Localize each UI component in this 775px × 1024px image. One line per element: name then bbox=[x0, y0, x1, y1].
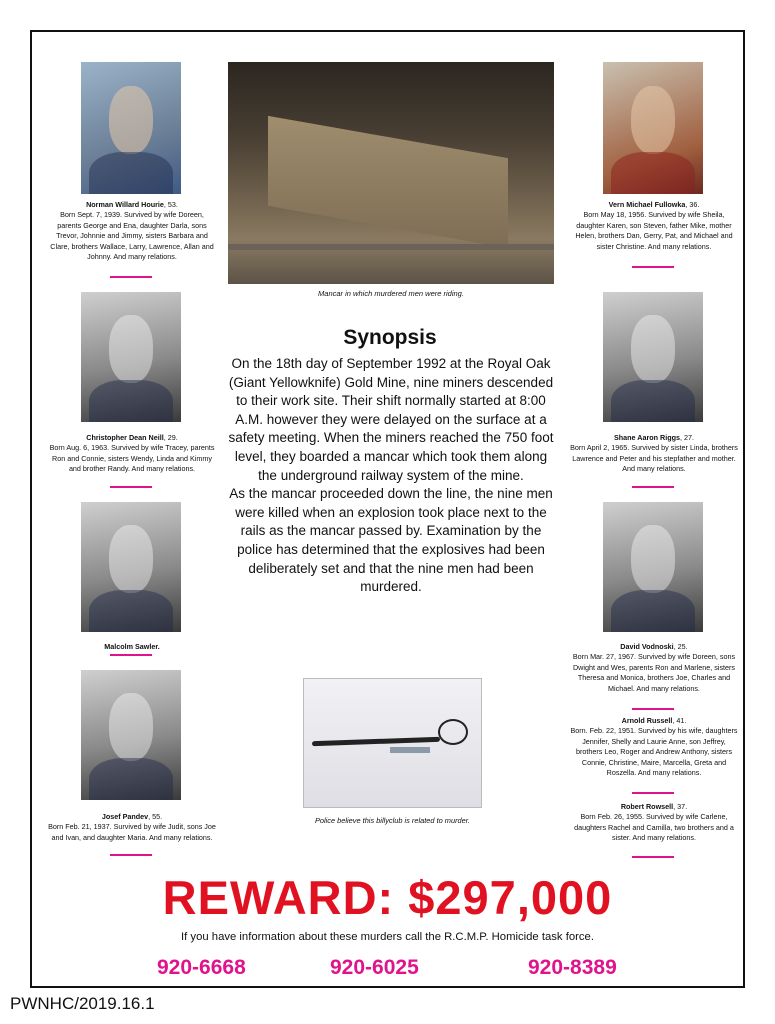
underline bbox=[110, 654, 152, 656]
phone-number-3: 920-8389 bbox=[528, 956, 617, 979]
caption-norman-hourie: Norman Willard Hourie, 53. Born Sept. 7, 1939. Survived by wife Doreen, parents George and Ena, daughter Darla, sons Trevor, Johnnie and Jimmy, sisters Barbara and Clare, brothers Wallace, Larry, Lawrence, Allan and Johnny. And many relations. bbox=[50, 200, 214, 262]
photo-christopher-neill bbox=[81, 292, 181, 422]
mancar-photo bbox=[228, 62, 554, 284]
victim-name: Christopher Dean Neill bbox=[86, 433, 164, 442]
caption-arnold-russell: Arnold Russell, 41. Born. Feb. 22, 1951. Survived by his wife, daughters Jennifer, Shelly and Laurie Anne, son Jeffrey, brothers Leo, Roger and Andrew Anthony, sisters Connie, Christine, Maire, Marcella, Greta and Roszella. And many relations. bbox=[570, 716, 738, 778]
synopsis-paragraph-1: On the 18th day of September 1992 at the Royal Oak (Giant Yellowknife) Gold Mine, nine miners descended to their work site. Their shift normally started at 8:00 A.M. however they were delayed on the surface at a safety meeting. When the miners reached the 750 foot level, they boarded a mancar which took them along the underground railway system of the mine. bbox=[228, 356, 554, 483]
photo-norman-hourie bbox=[81, 62, 181, 194]
phone-number-2: 920-6025 bbox=[330, 956, 419, 979]
accession-number: PWNHC/2019.16.1 bbox=[10, 994, 155, 1013]
synopsis-title: Synopsis bbox=[343, 326, 437, 349]
underline bbox=[632, 266, 674, 268]
victim-details: Born Sept. 7, 1939. Survived by wife Doreen, parents George and Ena, daughter Darla, sons Trevor, Johnnie and Jimmy, sisters Barbara and Clare, brothers Wallace, Larry, Lawrence, Allan and Johnny. And many relations. bbox=[50, 210, 214, 262]
victim-name: Josef Pandev bbox=[101, 812, 149, 821]
photo-shane-riggs bbox=[603, 292, 703, 422]
billyclub-photo bbox=[303, 678, 482, 808]
victim-details: Born Mar. 27, 1967. Survived by wife Doreen, sons Dwight and Wes, parents Ron and Marlene, sisters Theresa and Monica, brothers Joe, Charles and Michael. And many relations. bbox=[572, 652, 736, 693]
underline bbox=[632, 856, 674, 858]
caption-david-vodnoski: David Vodnoski, 25. Born Mar. 27, 1967. Survived by wife Doreen, sons Dwight and Wes, parents Ron and Marlene, sisters Theresa and Monica, brothers Joe, Charles and Michael. And many relations. bbox=[572, 642, 736, 693]
caption-malcolm-sawler bbox=[48, 642, 216, 652]
victim-details: Born Feb. 26, 1955. Survived by wife Carlene, daughters Rachel and Camilla, two brothers and a sister. And many relations. bbox=[574, 812, 734, 843]
victim-details: Born April 2, 1965. Survived by sister Linda, brothers Lawrence and Peter and his stepfather and mother. And many relations. bbox=[570, 443, 738, 474]
underline bbox=[110, 854, 152, 856]
victim-details: Born May 18, 1956. Survived by wife Sheila, daughter Karen, son Steven, father Mike, mother Helen, brothers Dan, Gerry, Pat, and Michael and sister Christine. And many relations. bbox=[575, 210, 733, 251]
victim-name: Norman Willard Hourie bbox=[86, 200, 164, 209]
victim-details: Born. Feb. 22, 1951. Survived by his wife, daughters Jennifer, Shelly and Laurie Anne, son Jeffrey, brothers Leo, Roger and Andrew Anthony, sisters Connie, Christine, Maire, Marcella, Greta and Roszella. And many relations. bbox=[570, 726, 738, 778]
victim-name: Arnold Russell bbox=[621, 716, 673, 725]
victim-details: Born Feb. 21, 1937. Survived by wife Judit, sons Joe and Ivan, and daughter Maria. And many relations. bbox=[48, 822, 216, 842]
victim-name: Robert Rowsell bbox=[620, 802, 674, 811]
synopsis-paragraph-2: As the mancar proceeded down the line, the nine men were killed when an explosion took place next to the rails as the mancar passed by. Examination by the police has determined that the explosives had been deliberately set and that the nine men had been murdered. bbox=[229, 486, 553, 595]
caption-shane-riggs: Shane Aaron Riggs, 27. Born April 2, 1965. Survived by sister Linda, brothers Lawrence and Peter and his stepfather and mother. And many relations. bbox=[570, 433, 738, 474]
photo-josef-pandev bbox=[81, 670, 181, 800]
victim-details: Born Aug. 6, 1963. Survived by wife Tracey, parents Ron and Connie, sisters Wendy, Linda and Kimmy and brother Randy. And many relations. bbox=[49, 443, 215, 474]
underline bbox=[110, 276, 152, 278]
caption-josef-pandev: Josef Pandev, 55. Born Feb. 21, 1937. Survived by wife Judit, sons Joe and Ivan, and daughter Maria. And many relations. bbox=[48, 812, 216, 842]
billyclub-caption: Police believe this billyclub is related to murder. bbox=[314, 816, 470, 825]
caption-vern-fullowka: Vern Michael Fullowka, 36. Born May 18, 1956. Survived by wife Sheila, daughter Karen, son Steven, father Mike, mother Helen, brothers Dan, Gerry, Pat, and Michael and sister Christine. And many relations. bbox=[575, 200, 733, 251]
photo-malcolm-sawler bbox=[81, 502, 181, 632]
victim-name: Malcolm Sawler. bbox=[104, 642, 160, 651]
phone-number-1: 920-6668 bbox=[157, 956, 246, 979]
underline bbox=[110, 486, 152, 488]
victim-name: Shane Aaron Riggs bbox=[613, 433, 681, 442]
photo-vern-fullowka bbox=[603, 62, 703, 194]
photo-david-vodnoski bbox=[603, 502, 703, 632]
synopsis-text bbox=[226, 355, 556, 597]
underline bbox=[632, 792, 674, 794]
underline bbox=[632, 486, 674, 488]
reward-headline: REWARD: $297,000 bbox=[162, 871, 613, 924]
victim-name: Vern Michael Fullowka bbox=[608, 200, 686, 209]
caption-christopher-neill: Christopher Dean Neill, 29. Born Aug. 6, 1963. Survived by wife Tracey, parents Ron and Connie, sisters Wendy, Linda and Kimmy and brother Randy. And many relations. bbox=[49, 433, 215, 474]
mancar-photo-caption: Mancar in which murdered men were riding. bbox=[318, 289, 464, 298]
underline bbox=[632, 708, 674, 710]
info-text: If you have information about these murders call the R.C.M.P. Homicide task force. bbox=[181, 931, 594, 943]
victim-name: David Vodnoski bbox=[620, 642, 674, 651]
caption-robert-rowsell: Robert Rowsell, 37. Born Feb. 26, 1955. Survived by wife Carlene, daughters Rachel and Camilla, two brothers and a sister. And many relations. bbox=[574, 802, 734, 843]
